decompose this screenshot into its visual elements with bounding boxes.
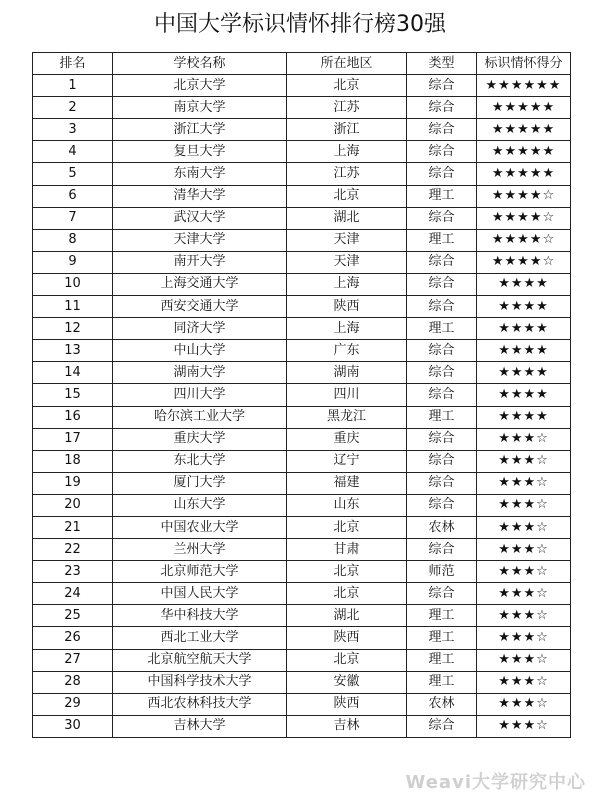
school-cell: 西安交通大学 — [113, 296, 287, 318]
score-stars: ★★★☆ — [477, 472, 571, 494]
rank-cell: 24 — [33, 583, 113, 605]
school-cell: 北京航空航天大学 — [113, 649, 287, 671]
school-cell: 华中科技大学 — [113, 605, 287, 627]
rank-cell: 29 — [33, 693, 113, 715]
type-cell: 理工 — [407, 627, 477, 649]
score-stars: ★★★☆ — [477, 561, 571, 583]
type-cell: 综合 — [407, 539, 477, 561]
school-cell: 中国人民大学 — [113, 583, 287, 605]
table-row — [33, 318, 571, 340]
type-cell: 综合 — [407, 472, 477, 494]
rank-cell: 11 — [33, 296, 113, 318]
table-row — [33, 119, 571, 141]
school-cell: 复旦大学 — [113, 141, 287, 163]
score-stars: ★★★☆ — [477, 715, 571, 737]
rank-cell: 21 — [33, 516, 113, 538]
region-cell: 湖北 — [287, 605, 407, 627]
score-stars: ★★★☆ — [477, 693, 571, 715]
rank-cell: 18 — [33, 450, 113, 472]
rank-cell: 13 — [33, 340, 113, 362]
region-cell: 北京 — [287, 516, 407, 538]
table-row — [33, 605, 571, 627]
rank-cell: 6 — [33, 185, 113, 207]
region-cell: 天津 — [287, 251, 407, 273]
score-stars: ★★★☆ — [477, 539, 571, 561]
school-cell: 同济大学 — [113, 318, 287, 340]
score-stars: ★★★☆ — [477, 428, 571, 450]
school-cell: 东南大学 — [113, 163, 287, 185]
rank-cell: 9 — [33, 251, 113, 273]
school-cell: 湖南大学 — [113, 362, 287, 384]
region-cell: 湖南 — [287, 362, 407, 384]
type-cell: 农林 — [407, 516, 477, 538]
school-cell: 西北农林科技大学 — [113, 693, 287, 715]
table-row — [33, 251, 571, 273]
region-cell: 山东 — [287, 494, 407, 516]
school-cell: 浙江大学 — [113, 119, 287, 141]
type-cell: 综合 — [407, 715, 477, 737]
school-cell: 中山大学 — [113, 340, 287, 362]
region-cell: 北京 — [287, 583, 407, 605]
score-stars: ★★★★★ — [477, 163, 571, 185]
table-row — [33, 649, 571, 671]
school-cell: 东北大学 — [113, 450, 287, 472]
score-stars: ★★★★ — [477, 384, 571, 406]
type-cell: 理工 — [407, 605, 477, 627]
rank-cell: 27 — [33, 649, 113, 671]
type-cell: 理工 — [407, 671, 477, 693]
header-school: 学校名称 — [113, 53, 287, 75]
score-stars: ★★★★ — [477, 340, 571, 362]
table-row — [33, 561, 571, 583]
school-cell: 中国农业大学 — [113, 516, 287, 538]
ranking-table — [32, 52, 571, 738]
table-row — [33, 671, 571, 693]
region-cell: 甘肃 — [287, 539, 407, 561]
region-cell: 辽宁 — [287, 450, 407, 472]
region-cell: 陕西 — [287, 296, 407, 318]
region-cell: 北京 — [287, 75, 407, 97]
type-cell: 农林 — [407, 693, 477, 715]
rank-cell: 20 — [33, 494, 113, 516]
region-cell: 上海 — [287, 273, 407, 295]
type-cell: 综合 — [407, 340, 477, 362]
rank-cell: 17 — [33, 428, 113, 450]
type-cell: 理工 — [407, 229, 477, 251]
rank-cell: 15 — [33, 384, 113, 406]
type-cell: 综合 — [407, 141, 477, 163]
rank-cell: 8 — [33, 229, 113, 251]
score-stars: ★★★★☆ — [477, 251, 571, 273]
rank-cell: 2 — [33, 97, 113, 119]
type-cell: 综合 — [407, 251, 477, 273]
header-region: 所在地区 — [287, 53, 407, 75]
region-cell: 吉林 — [287, 715, 407, 737]
region-cell: 北京 — [287, 649, 407, 671]
watermark: Weavi大学研究中心 — [405, 772, 586, 793]
table-row — [33, 185, 571, 207]
score-stars: ★★★★ — [477, 406, 571, 428]
table-row — [33, 207, 571, 229]
region-cell: 江苏 — [287, 163, 407, 185]
table-row — [33, 384, 571, 406]
score-stars: ★★★★★ — [477, 119, 571, 141]
table-row — [33, 472, 571, 494]
type-cell: 综合 — [407, 163, 477, 185]
rank-cell: 1 — [33, 75, 113, 97]
region-cell: 黑龙江 — [287, 406, 407, 428]
region-cell: 江苏 — [287, 97, 407, 119]
rank-cell: 30 — [33, 715, 113, 737]
school-cell: 中国科学技术大学 — [113, 671, 287, 693]
region-cell: 福建 — [287, 472, 407, 494]
school-cell: 山东大学 — [113, 494, 287, 516]
score-stars: ★★★☆ — [477, 516, 571, 538]
school-cell: 北京师范大学 — [113, 561, 287, 583]
type-cell: 综合 — [407, 450, 477, 472]
table-row — [33, 296, 571, 318]
school-cell: 吉林大学 — [113, 715, 287, 737]
table-row — [33, 450, 571, 472]
table-row — [33, 97, 571, 119]
region-cell: 浙江 — [287, 119, 407, 141]
region-cell: 天津 — [287, 229, 407, 251]
rank-cell: 12 — [33, 318, 113, 340]
score-stars: ★★★★★★ — [477, 75, 571, 97]
region-cell: 陕西 — [287, 627, 407, 649]
table-row — [33, 229, 571, 251]
type-cell: 综合 — [407, 362, 477, 384]
region-cell: 广东 — [287, 340, 407, 362]
school-cell: 南开大学 — [113, 251, 287, 273]
header-type: 类型 — [407, 53, 477, 75]
region-cell: 四川 — [287, 384, 407, 406]
score-stars: ★★★★★ — [477, 141, 571, 163]
table-row — [33, 428, 571, 450]
type-cell: 综合 — [407, 494, 477, 516]
score-stars: ★★★★☆ — [477, 185, 571, 207]
school-cell: 清华大学 — [113, 185, 287, 207]
rank-cell: 4 — [33, 141, 113, 163]
type-cell: 综合 — [407, 119, 477, 141]
table-row — [33, 494, 571, 516]
school-cell: 西北工业大学 — [113, 627, 287, 649]
table-row — [33, 583, 571, 605]
header-score: 标识情怀得分 — [477, 53, 571, 75]
school-cell: 厦门大学 — [113, 472, 287, 494]
region-cell: 北京 — [287, 561, 407, 583]
region-cell: 上海 — [287, 141, 407, 163]
school-cell: 北京大学 — [113, 75, 287, 97]
type-cell: 理工 — [407, 406, 477, 428]
table-row — [33, 141, 571, 163]
score-stars: ★★★☆ — [477, 671, 571, 693]
table-row — [33, 340, 571, 362]
region-cell: 北京 — [287, 185, 407, 207]
school-cell: 哈尔滨工业大学 — [113, 406, 287, 428]
type-cell: 理工 — [407, 649, 477, 671]
rank-cell: 26 — [33, 627, 113, 649]
rank-cell: 7 — [33, 207, 113, 229]
score-stars: ★★★☆ — [477, 649, 571, 671]
type-cell: 综合 — [407, 428, 477, 450]
table-row — [33, 406, 571, 428]
score-stars: ★★★★ — [477, 296, 571, 318]
score-stars: ★★★★★ — [477, 97, 571, 119]
table-row — [33, 75, 571, 97]
region-cell: 湖北 — [287, 207, 407, 229]
table-row — [33, 627, 571, 649]
rank-cell: 10 — [33, 273, 113, 295]
score-stars: ★★★☆ — [477, 605, 571, 627]
region-cell: 陕西 — [287, 693, 407, 715]
school-cell: 武汉大学 — [113, 207, 287, 229]
rank-cell: 14 — [33, 362, 113, 384]
type-cell: 综合 — [407, 97, 477, 119]
table-header-row — [33, 53, 571, 75]
region-cell: 重庆 — [287, 428, 407, 450]
rank-cell: 22 — [33, 539, 113, 561]
table-row — [33, 163, 571, 185]
rank-cell: 5 — [33, 163, 113, 185]
score-stars: ★★★☆ — [477, 583, 571, 605]
type-cell: 综合 — [407, 75, 477, 97]
table-row — [33, 362, 571, 384]
school-cell: 兰州大学 — [113, 539, 287, 561]
school-cell: 重庆大学 — [113, 428, 287, 450]
table-row — [33, 693, 571, 715]
rank-cell: 19 — [33, 472, 113, 494]
type-cell: 理工 — [407, 185, 477, 207]
table-row — [33, 516, 571, 538]
score-stars: ★★★☆ — [477, 494, 571, 516]
rank-cell: 16 — [33, 406, 113, 428]
rank-cell: 3 — [33, 119, 113, 141]
type-cell: 综合 — [407, 273, 477, 295]
score-stars: ★★★★ — [477, 318, 571, 340]
school-cell: 南京大学 — [113, 97, 287, 119]
school-cell: 四川大学 — [113, 384, 287, 406]
type-cell: 师范 — [407, 561, 477, 583]
table-row — [33, 539, 571, 561]
score-stars: ★★★☆ — [477, 627, 571, 649]
type-cell: 综合 — [407, 384, 477, 406]
region-cell: 上海 — [287, 318, 407, 340]
type-cell: 综合 — [407, 207, 477, 229]
type-cell: 理工 — [407, 318, 477, 340]
score-stars: ★★★★ — [477, 362, 571, 384]
rank-cell: 28 — [33, 671, 113, 693]
school-cell: 天津大学 — [113, 229, 287, 251]
type-cell: 综合 — [407, 296, 477, 318]
rank-cell: 23 — [33, 561, 113, 583]
score-stars: ★★★★☆ — [477, 229, 571, 251]
score-stars: ★★★★☆ — [477, 207, 571, 229]
type-cell: 综合 — [407, 583, 477, 605]
score-stars: ★★★☆ — [477, 450, 571, 472]
score-stars: ★★★★ — [477, 273, 571, 295]
school-cell: 上海交通大学 — [113, 273, 287, 295]
rank-cell: 25 — [33, 605, 113, 627]
page-title: 中国大学标识情怀排行榜30强 — [154, 12, 446, 37]
header-rank: 排名 — [33, 53, 113, 75]
table-row — [33, 273, 571, 295]
region-cell: 安徽 — [287, 671, 407, 693]
table-row — [33, 715, 571, 737]
